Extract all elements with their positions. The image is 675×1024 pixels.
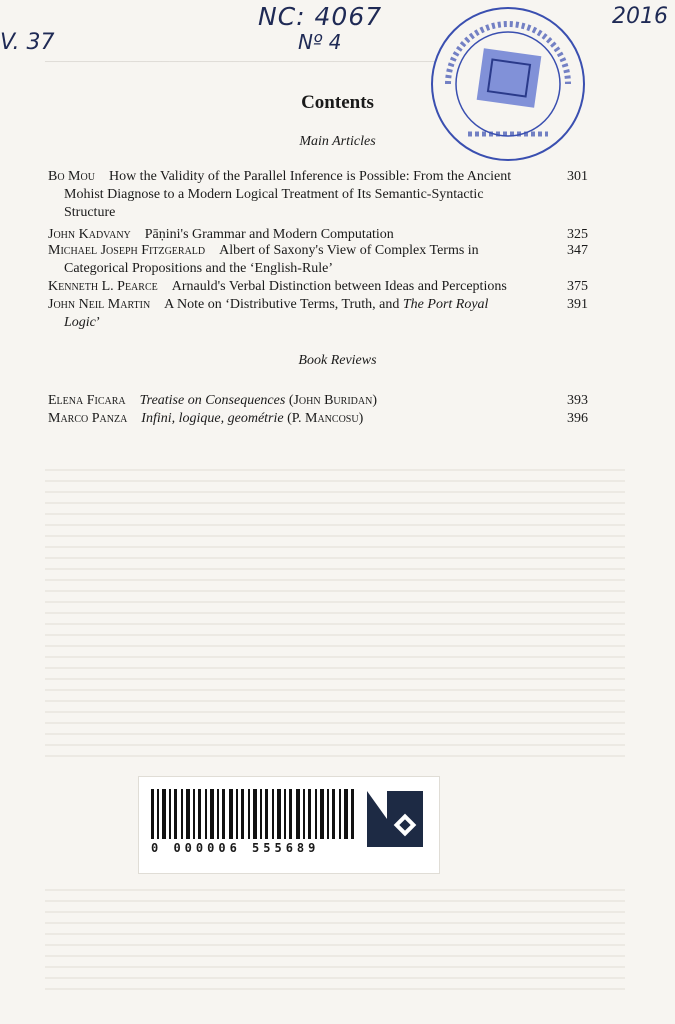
review-author: Marco Panza bbox=[48, 411, 128, 426]
barcode-sticker bbox=[138, 776, 440, 874]
entry-title: Pāṇini's Grammar and Modern Computation bbox=[144, 227, 394, 242]
entry-author: John Neil Martin bbox=[48, 297, 151, 312]
entry-title-continued: ’ bbox=[95, 315, 101, 330]
entry-title: Albert of Saxony's View of Complex Terms in bbox=[219, 243, 479, 258]
section-heading-book-reviews: Book Reviews bbox=[298, 353, 377, 368]
barcode-bars bbox=[151, 789, 357, 839]
toc-entry bbox=[48, 278, 588, 296]
section-heading-main-articles: Main Articles bbox=[299, 134, 376, 149]
entry-title: Arnauld's Verbal Distinction between Ideas and Perceptions bbox=[171, 279, 507, 294]
page-title: Contents bbox=[301, 92, 374, 113]
review-subject: (John Buridan) bbox=[285, 393, 377, 408]
entry-author: Bo Mou bbox=[48, 169, 95, 184]
barcode-number: 0 000006 555689 bbox=[151, 841, 320, 855]
handwritten-year: 2016 bbox=[612, 4, 668, 29]
review-subject: (P. Mancosu) bbox=[283, 411, 364, 426]
entry-title-continued: Structure bbox=[64, 205, 116, 220]
entry-title-italic-continued: Logic bbox=[64, 315, 96, 330]
review-title: Treatise on Consequences bbox=[139, 393, 286, 408]
entry-title-continued: Categorical Propositions and the ‘English-Rule’ bbox=[64, 261, 334, 276]
toc-entry bbox=[48, 242, 588, 278]
bleed-through-block bbox=[45, 460, 625, 760]
entry-author: John Kadvany bbox=[48, 227, 131, 242]
review-page: 393 bbox=[567, 393, 588, 408]
review-author: Elena Ficara bbox=[48, 393, 126, 408]
library-logo bbox=[367, 791, 423, 847]
entry-page: 325 bbox=[567, 227, 588, 242]
bleed-through-text: ────────────────────────────────────────────────── bbox=[45, 56, 435, 68]
bleed-through-block-lower bbox=[45, 880, 625, 990]
entry-title-continued: Mohist Diagnose to a Modern Logical Treatment of Its Semantic-Syntactic bbox=[64, 187, 484, 202]
handwritten-volume: V. 37 bbox=[0, 30, 55, 55]
entry-page: 347 bbox=[567, 243, 588, 258]
handwritten-issue-number: Nº 4 bbox=[298, 30, 342, 54]
entry-page: 375 bbox=[567, 279, 588, 294]
entry-title-italic: The Port Royal bbox=[402, 297, 489, 312]
toc-entry bbox=[48, 296, 588, 332]
entry-author: Michael Joseph Fitzgerald bbox=[48, 243, 206, 258]
review-page: 396 bbox=[567, 411, 588, 426]
handwritten-call-number: NC: 4067 bbox=[258, 2, 383, 31]
entry-page: 301 bbox=[567, 169, 588, 184]
entry-title: How the Validity of the Parallel Inference is Possible: From the Ancient bbox=[108, 169, 512, 184]
review-entry bbox=[48, 410, 588, 428]
entry-page: 391 bbox=[567, 297, 588, 312]
entry-author: Kenneth L. Pearce bbox=[48, 279, 158, 294]
review-title: Infini, logique, geométrie bbox=[141, 411, 284, 426]
entry-title: A Note on ‘Distributive Terms, Truth, and bbox=[164, 297, 400, 312]
toc-entry bbox=[48, 168, 588, 222]
review-entry bbox=[48, 392, 588, 410]
